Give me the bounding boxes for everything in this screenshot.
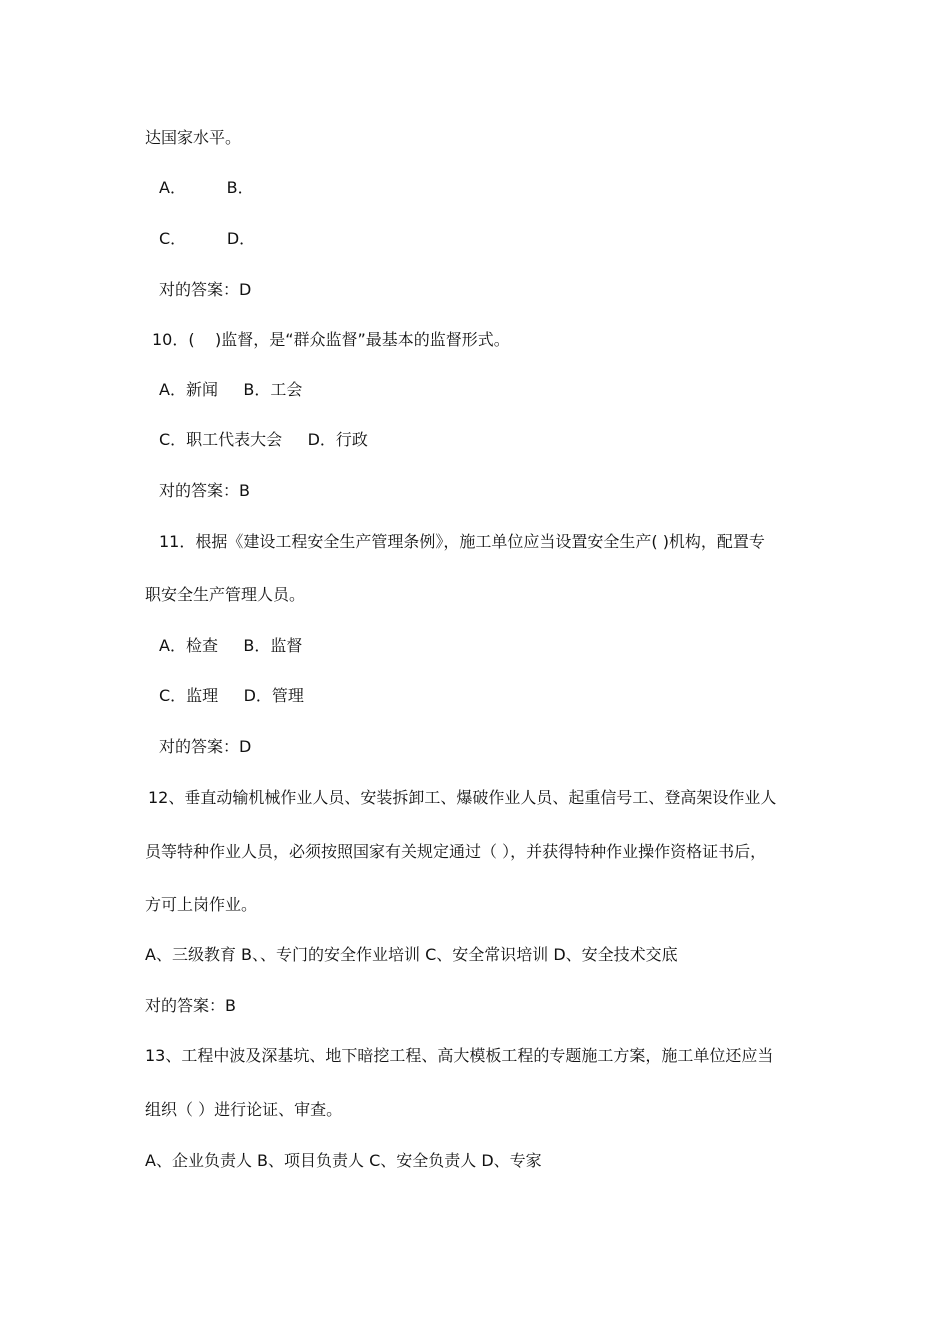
question-line: 11．根据《建设工程安全生产管理条例》，施工单位应当设置安全生产( )机构，配置专 xyxy=(159,532,765,551)
question-line: 方可上岗作业。 xyxy=(145,895,258,914)
option-line: A．新闻 B．工会 xyxy=(159,380,303,399)
option-line: A、三级教育 B、、专门的安全作业培训 C、安全常识培训 D、安全技术交底 xyxy=(145,945,678,964)
option-line: A． B． xyxy=(159,178,254,197)
text-line: 达国家水平。 xyxy=(145,128,242,147)
option-line: A、企业负责人 B、项目负责人 C、安全负责人 D、专家 xyxy=(145,1151,542,1170)
option-line: C．职工代表大会 D．行政 xyxy=(159,430,368,449)
question-line: 13、工程中波及深基坑、地下暗挖工程、高大模板工程的专题施工方案，施工单位还应当 xyxy=(145,1046,774,1065)
option-line: C． D． xyxy=(159,229,256,248)
answer-line: 对的答案：B xyxy=(145,996,236,1015)
answer-line: 对的答案：D xyxy=(159,737,252,756)
question-line: 12、垂直动输机械作业人员、安装拆卸工、爆破作业人员、起重信号工、登高架设作业人 xyxy=(148,788,777,807)
question-line: 员等特种作业人员，必须按照国家有关规定通过（ ），并获得特种作业操作资格证书后， xyxy=(145,842,767,861)
answer-line: 对的答案：B xyxy=(159,481,250,500)
question-line: 组织（ ）进行论证、审查。 xyxy=(145,1100,343,1119)
answer-line: 对的答案：D xyxy=(159,280,252,299)
option-line: A．检查 B．监督 xyxy=(159,636,303,655)
question-line: 职安全生产管理人员。 xyxy=(145,585,306,604)
option-line: C．监理 D．管理 xyxy=(159,686,304,705)
question-line: 10．( )监督，是“群众监督”最基本的监督形式。 xyxy=(152,330,510,349)
